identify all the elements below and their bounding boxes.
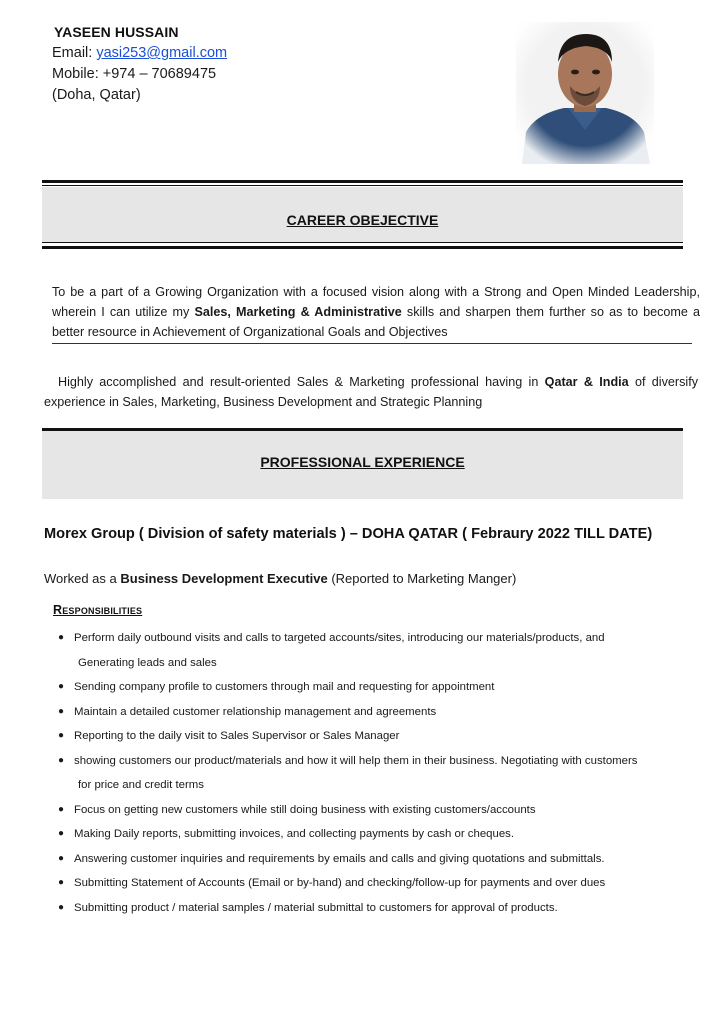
bullet-icon: ●	[58, 705, 65, 717]
bullet-text: Submitting product / material samples / material submittal to customers for approval of products.	[74, 901, 558, 914]
responsibilities-heading: Responsibilities	[53, 603, 143, 617]
bullet-text: showing customers our product/materials and how it will help them in their business. Negotiating with customers	[74, 754, 638, 767]
email-label: Email:	[52, 45, 97, 61]
bullet-icon: ●	[58, 852, 65, 864]
company-heading: Morex Group ( Division of safety materials ) – DOHA QATAR ( Febraury 2022 TILL DATE)	[44, 526, 653, 542]
list-item	[58, 822, 708, 847]
profile-photo	[516, 22, 654, 164]
list-item	[58, 700, 708, 725]
bullet-icon: ●	[58, 901, 65, 913]
list-item	[58, 724, 708, 749]
experience-title: PROFESSIONAL EXPERIENCE	[260, 454, 465, 470]
bullet-text: Reporting to the daily visit to Sales Supervisor or Sales Manager	[74, 730, 400, 742]
summary-paragraph: Highly accomplished and result-oriented Sales & Marketing professional having in Qatar & India of diversify experience in Sales, Marketing, Business Development and Strategic Planning	[44, 375, 698, 409]
bullet-text: Maintain a detailed customer relationship management and agreements	[74, 705, 437, 718]
bullet-icon: ●	[58, 632, 65, 643]
bullet-icon: ●	[58, 730, 65, 741]
divider-top-thin	[42, 185, 683, 186]
email-link[interactable]: yasi253@gmail.com	[96, 45, 228, 61]
mobile-line: Mobile: +974 – 70689475	[52, 66, 217, 82]
divider-top	[42, 180, 683, 183]
divider-bottom	[42, 246, 683, 249]
divider-bottom-thin	[42, 242, 683, 243]
bullet-text: Sending company profile to customers through mail and requesting for appointment	[74, 681, 495, 693]
list-item	[58, 626, 708, 675]
list-item	[58, 675, 708, 700]
bullet-icon: ●	[58, 828, 65, 839]
bullet-text-continued: for price and credit terms	[78, 779, 204, 791]
responsibilities-list	[58, 626, 708, 920]
bullet-text-continued: Generating leads and sales	[78, 656, 217, 669]
location-line: (Doha, Qatar)	[52, 87, 141, 103]
bullet-text: Focus on getting new customers while still doing business with existing customers/accounts	[74, 803, 536, 816]
list-item	[58, 749, 708, 798]
bullet-icon: ●	[58, 754, 65, 766]
job-role-line: Worked as a Business Development Executive (Reported to Marketing Manger)	[44, 571, 517, 586]
email-line	[52, 45, 227, 61]
list-item	[58, 896, 708, 921]
list-item	[58, 871, 708, 896]
objective-underline	[52, 343, 692, 344]
bullet-icon: ●	[58, 803, 65, 815]
bullet-text: Answering customer inquiries and requirements by emails and calls and giving quotations and submittals.	[74, 852, 605, 865]
bullet-icon: ●	[58, 877, 65, 888]
objective-paragraph: To be a part of a Growing Organization with a focused vision along with a Strong and Open Minded Leadership, wherein I can utilize my Sales, Marketing & Administrative skills and sharpen them further so as to become a better resource in Achievement of Organizational Goals and Objectives	[52, 285, 701, 339]
bullet-text: Submitting Statement of Accounts (Email or by-hand) and checking/follow-up for payments and over dues	[74, 877, 606, 889]
candidate-name: YASEEN HUSSAIN	[54, 24, 179, 40]
list-item	[58, 798, 708, 823]
bullet-text: Perform daily outbound visits and calls to targeted accounts/sites, introducing our materials/products, and	[74, 632, 605, 644]
bullet-text: Making Daily reports, submitting invoices, and collecting payments by cash or cheques.	[74, 828, 515, 840]
bullet-icon: ●	[58, 681, 65, 692]
career-objective-title: CAREER OBEJECTIVE	[286, 212, 439, 228]
list-item	[58, 847, 708, 872]
